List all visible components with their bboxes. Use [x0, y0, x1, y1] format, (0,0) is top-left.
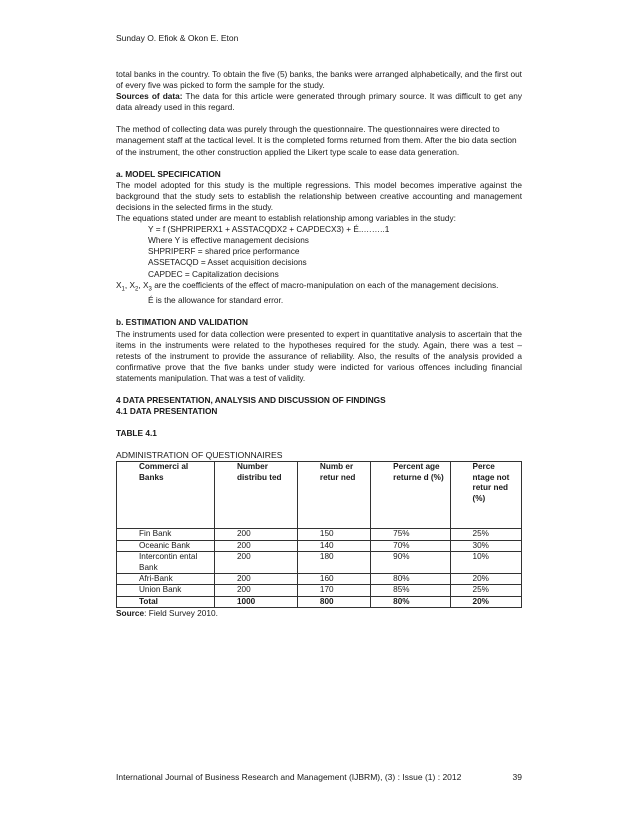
table-cell: 20% [450, 596, 521, 607]
page-number: 39 [512, 772, 522, 782]
table-cell: 180 [297, 552, 370, 574]
where-line-1: Where Y is effective management decisions [148, 235, 309, 246]
table-cell: 200 [214, 540, 297, 551]
table-cell: Total [117, 596, 215, 607]
questionnaire-table [116, 461, 522, 608]
table-header-cell: Number distribu ted [214, 462, 297, 529]
table-cell: Fin Bank [117, 529, 215, 540]
table-cell: 160 [297, 574, 370, 585]
table-total-row [117, 596, 522, 607]
table-cell: 150 [297, 529, 370, 540]
table-cell: 20% [450, 574, 521, 585]
model-paragraph-2: The equations stated under are meant to establish relationship among variables in the study: [116, 213, 456, 224]
intro-paragraph-2: The method of collecting data was purely through the questionnaire. The questionnaires were directed to management staff at the tactical level. It is the completed forms returned from them. After the bio data section of the instrument, the other construction applied the Likert type scale to ease data generation. [116, 124, 517, 157]
table-cell: 25% [450, 529, 521, 540]
table-cell: 200 [214, 574, 297, 585]
section-4-heading: 4 DATA PRESENTATION, ANALYSIS AND DISCUSSION OF FINDINGS [116, 395, 386, 405]
table-row [117, 552, 522, 574]
table-cell: 200 [214, 585, 297, 596]
table-label: TABLE 4.1 [116, 428, 157, 439]
sources-text: The data for this article were generated through primary source. It was difficult to get any data already used in this regard. [116, 91, 522, 113]
table-cell: 1000 [214, 596, 297, 607]
model-paragraph-1: The model adopted for this study is the multiple regressions. This model becomes imperative against the background that the study sets to establish the relationship between creative accounting and management decisions in the selected firms in the study. [116, 179, 522, 212]
sources-label: Sources of data: [116, 91, 183, 102]
section-4-1-heading: 4.1 DATA PRESENTATION [116, 406, 218, 417]
table-cell: 170 [297, 585, 370, 596]
intro-paragraph-1: total banks in the country. To obtain the five (5) banks, the banks were arranged alphabetically, and the first out of every five was picked to form the sample for the study. [116, 69, 522, 91]
table-header-cell: Numb er retur ned [297, 462, 370, 529]
table-cell: 75% [371, 529, 450, 540]
table-cell: Intercontin ental Bank [117, 552, 215, 574]
table-cell: 200 [214, 552, 297, 574]
where-line-2: SHPRIPERF = shared price performance [148, 246, 300, 257]
table-cell: 800 [297, 596, 370, 607]
table-header-cell: Perce ntage not retur ned (%) [450, 462, 521, 529]
table-header-cell: Percent age returne d (%) [371, 462, 450, 529]
where-line-4: CAPDEC = Capitalization decisions [148, 268, 279, 279]
coefficients-paragraph: $X_1$, $X_2$, $X_3$ are the coefficients of the effect of macro-manipulation on each of the management decisions. [116, 279, 499, 293]
table-cell: 30% [450, 540, 521, 551]
model-heading: a. MODEL SPECIFICATION [116, 168, 221, 179]
table-row [117, 540, 522, 551]
table-source: Source: Field Survey 2010. [116, 608, 218, 619]
table-cell: 85% [371, 585, 450, 596]
table-cell: 25% [450, 585, 521, 596]
estimation-heading: b. ESTIMATION AND VALIDATION [116, 317, 248, 328]
table-header-cell: Commerci al Banks [117, 462, 215, 529]
table-row [117, 529, 522, 540]
table-row [117, 574, 522, 585]
sources-paragraph [116, 91, 522, 113]
page-footer [116, 772, 522, 782]
table-cell: Afri-Bank [117, 574, 215, 585]
table-cell: Oceanic Bank [117, 540, 215, 551]
where-line-3: ASSETACQD = Asset acquisition decisions [148, 257, 307, 268]
table-caption: ADMINISTRATION OF QUESTIONNAIRES [116, 450, 283, 461]
estimation-paragraph: The instruments used for data collection were presented to expert in quantitative analysis to ascertain that the items in the instruments were related to the hypotheses required for the study. Again, there was a test – retests of the instrument to provide the assurance of reliability. Also, the results of the analysis provided a confirmative prove that the five banks under study were indicted for various offences including financial statements manipulation. That was a test of validity. [116, 328, 522, 383]
main-content [116, 69, 522, 619]
table-cell: 80% [371, 574, 450, 585]
table-cell: 70% [371, 540, 450, 551]
table-cell: Union Bank [117, 585, 215, 596]
journal-citation: International Journal of Business Research and Management (IJBRM), (3) : Issue (1) : 2012 [116, 772, 462, 782]
table-cell: 80% [371, 596, 450, 607]
table-cell: 90% [371, 552, 450, 574]
table-header-row [117, 462, 522, 529]
table-cell: 140 [297, 540, 370, 551]
table-cell: 10% [450, 552, 521, 574]
model-equation: Y = f (SHPRIPERX1 + ASSTACQDX2 + CAPDECX3) + É..……..1 [148, 224, 390, 235]
table-row [117, 585, 522, 596]
running-header: Sunday O. Efiok & Okon E. Eton [116, 33, 239, 43]
error-term-line: É is the allowance for standard error. [148, 295, 284, 306]
table-cell: 200 [214, 529, 297, 540]
